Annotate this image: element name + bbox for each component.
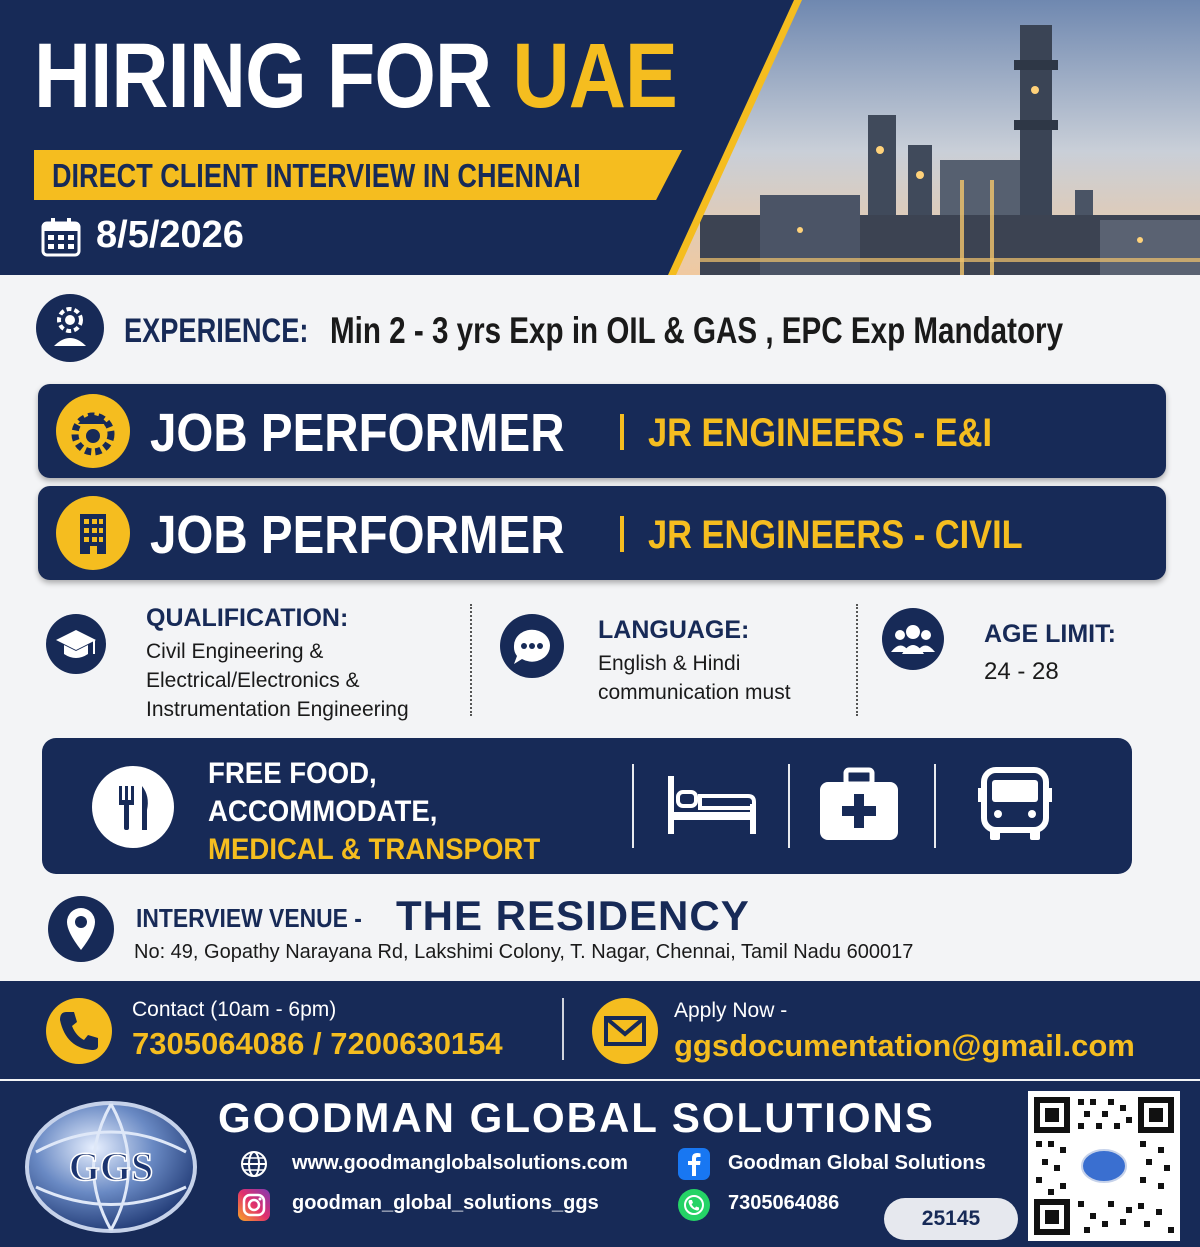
job-role: JR ENGINEERS - E&I: [648, 411, 993, 455]
qualification-label: QUALIFICATION:: [146, 604, 349, 632]
bus-icon: [976, 766, 1054, 844]
whatsapp-number[interactable]: 7305064086: [728, 1192, 840, 1214]
age-limit-label: AGE LIMIT:: [984, 620, 1116, 648]
contact-phones[interactable]: 7305064086 / 7200630154: [132, 1026, 503, 1061]
fork-knife-icon: [92, 766, 174, 848]
divider: [470, 604, 472, 716]
worker-gear-icon: [56, 394, 130, 468]
company-name: GOODMAN GLOBAL SOLUTIONS: [218, 1094, 935, 1141]
divider: [856, 604, 858, 716]
divider: [632, 764, 634, 848]
divider: [788, 764, 790, 848]
building-icon: [56, 496, 130, 570]
language-label: LANGUAGE:: [598, 616, 750, 644]
contact-hours: Contact (10am - 6pm): [132, 998, 337, 1021]
qualification-text: Civil Engineering & Electrical/Electronics & Instrumentation Engineering: [146, 640, 409, 721]
job-title: JOB PERFORMER: [150, 403, 565, 463]
venue-name: THE RESIDENCY: [396, 892, 750, 939]
job-role: JR ENGINEERS - CIVIL: [648, 513, 1023, 557]
job-title: JOB PERFORMER: [150, 505, 565, 565]
experience-label: EXPERIENCE:: [124, 312, 309, 350]
experience-value: Min 2 - 3 yrs Exp in OIL & GAS , EPC Exp Mandatory: [330, 310, 1064, 351]
venue-label: INTERVIEW VENUE -: [136, 903, 362, 933]
venue-address: No: 49, Gopathy Narayana Rd, Lakshimi Colony, T. Nagar, Chennai, Tamil Nadu 600017: [134, 941, 914, 963]
logo-text: GGS: [68, 1144, 154, 1189]
whatsapp-icon: [678, 1189, 710, 1221]
divider: [562, 998, 564, 1060]
medical-kit-icon: [818, 766, 900, 842]
group-icon: [882, 608, 944, 670]
graduation-cap-icon: [46, 614, 106, 674]
post-id: 25145: [921, 1207, 981, 1230]
apply-email[interactable]: ggsdocumentation@gmail.com: [674, 1028, 1135, 1063]
engineer-icon: [36, 294, 104, 362]
website-link[interactable]: www.goodmanglobalsolutions.com: [292, 1152, 628, 1174]
envelope-icon: [592, 998, 658, 1064]
chat-bubble-icon: [500, 614, 564, 678]
subtitle: DIRECT CLIENT INTERVIEW IN CHENNAI: [52, 157, 581, 194]
instagram-link[interactable]: goodman_global_solutions_ggs: [292, 1192, 599, 1214]
job-separator: [620, 516, 624, 552]
phone-icon: [46, 998, 112, 1064]
bed-icon: [664, 770, 760, 836]
facebook-link[interactable]: Goodman Global Solutions: [728, 1152, 986, 1174]
benefit-line: FREE FOOD,: [208, 757, 377, 790]
interview-date: 8/5/2026: [96, 214, 244, 256]
facebook-icon: [678, 1148, 710, 1180]
language-text: English & Hindi communication must: [598, 652, 791, 704]
benefit-line-accent: MEDICAL & TRANSPORT: [208, 833, 541, 866]
benefit-line: ACCOMMODATE,: [208, 795, 438, 828]
calendar-icon: [40, 216, 82, 258]
globe-icon: [238, 1148, 270, 1180]
apply-label: Apply Now -: [674, 999, 788, 1022]
instagram-icon: [238, 1189, 270, 1221]
job-separator: [620, 414, 624, 450]
location-pin-icon: [48, 896, 114, 962]
age-limit-value: 24 - 28: [984, 658, 1059, 685]
qr-code[interactable]: [1028, 1091, 1180, 1241]
ggs-globe-logo: [16, 1092, 206, 1242]
page-title: HIRING FOR UAE: [34, 25, 677, 127]
divider: [934, 764, 936, 848]
benefits-panel: [42, 738, 1132, 874]
